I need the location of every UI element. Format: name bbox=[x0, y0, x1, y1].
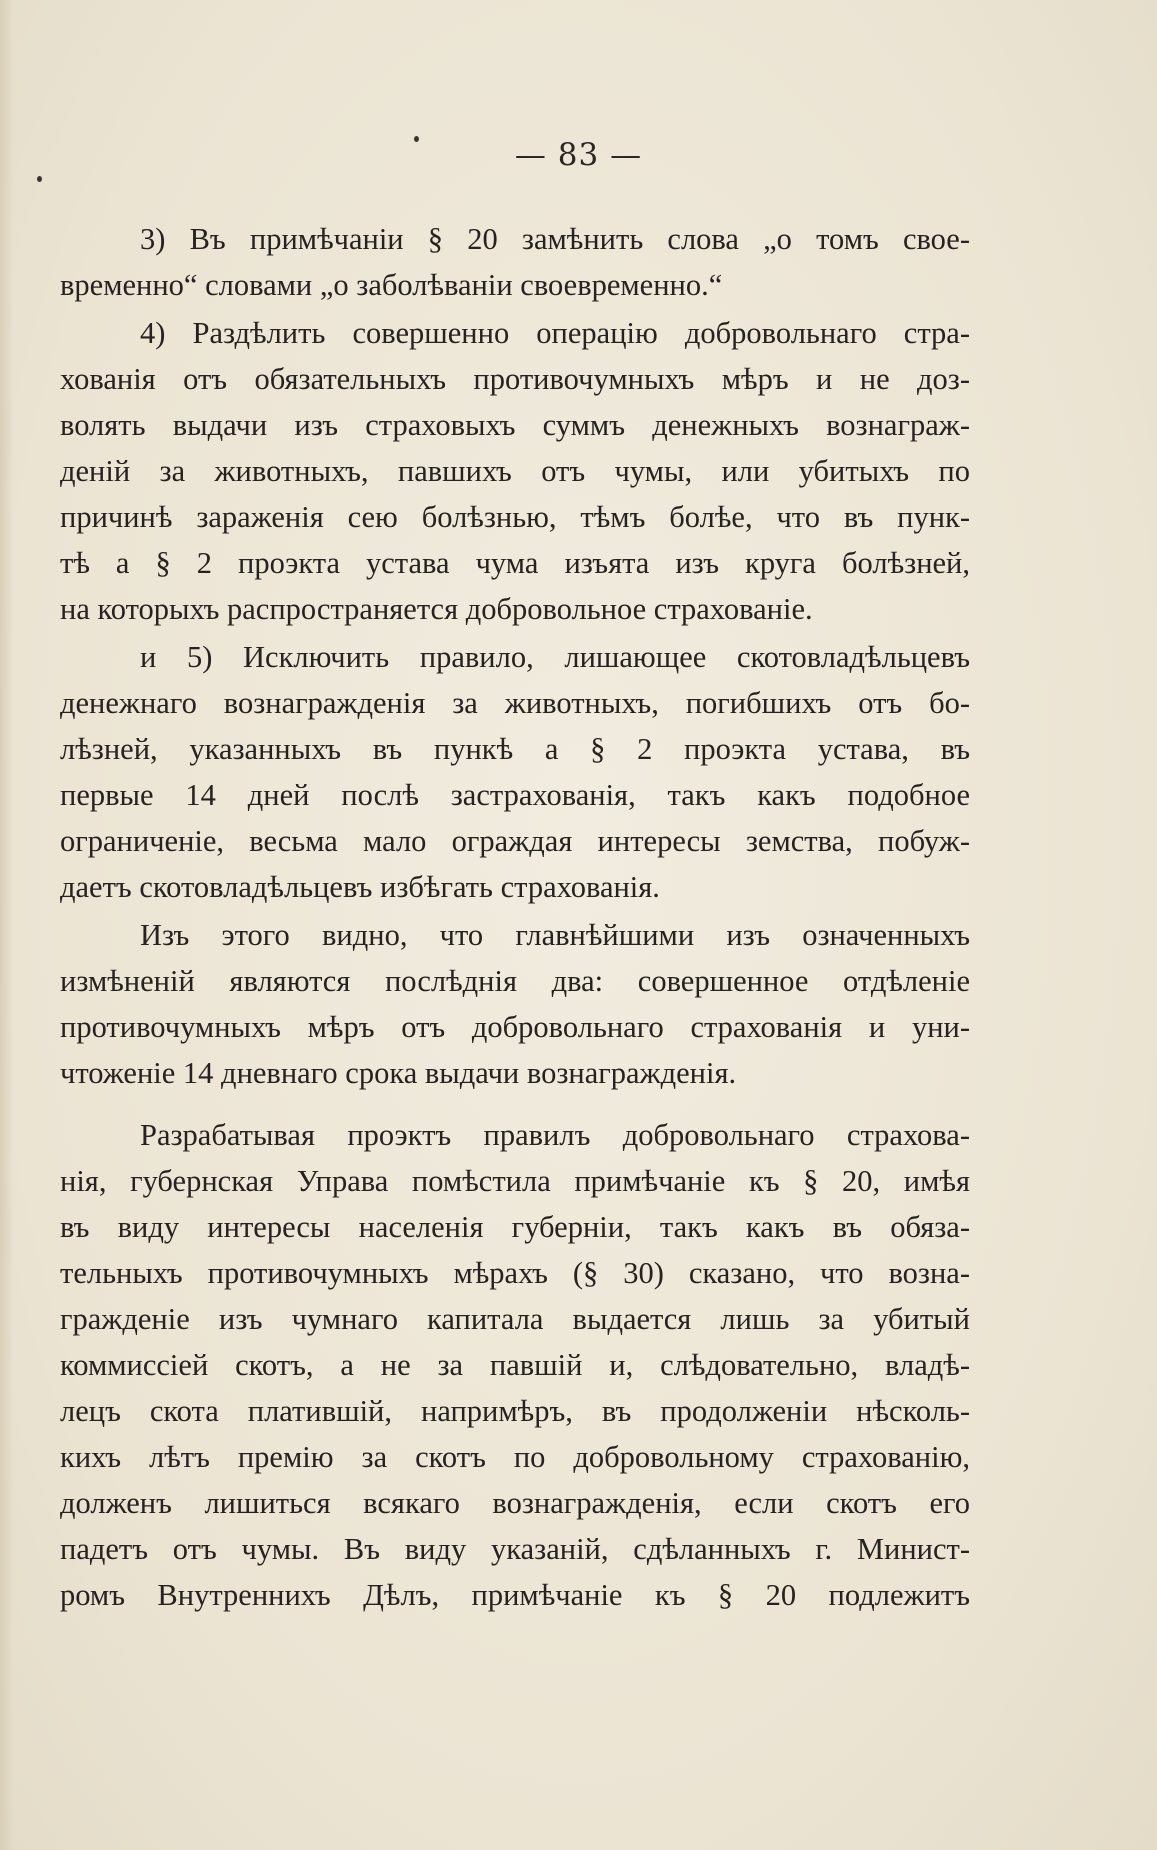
text-line: чтоженіе 14 дневнаго срока выдачи вознагражденія. bbox=[60, 1056, 737, 1090]
text-line: лецъ скота платившій, напримѣръ, въ продолженіи нѣсколь- bbox=[60, 1394, 970, 1428]
text-line: деній за животныхъ, павшихъ отъ чумы, или убитыхъ по bbox=[60, 454, 970, 488]
text-line: противочумныхъ мѣръ отъ добровольнаго страхованія и уни- bbox=[60, 1010, 970, 1044]
text-line: нія, губернская Управа помѣстила примѣчаніе къ § 20, имѣя bbox=[60, 1164, 970, 1198]
text-line: на которыхъ распространяется добровольное страхованіе. bbox=[60, 592, 813, 626]
text-line: Разрабатывая проэктъ правилъ добровольнаго страхова- bbox=[140, 1118, 970, 1152]
text-line: измѣненій являются послѣднія два: совершенное отдѣленіе bbox=[60, 964, 970, 998]
text-line: Изъ этого видно, что главнѣйшими изъ означенныхъ bbox=[140, 918, 970, 952]
body-text bbox=[60, 216, 970, 1618]
text-line: лѣзней, указанныхъ въ пункѣ а § 2 проэкта устава, въ bbox=[60, 732, 970, 766]
text-line: тельныхъ противочумныхъ мѣрахъ (§ 30) сказано, что возна- bbox=[60, 1256, 970, 1290]
text-line: денежнаго вознагражденія за животныхъ, погибшихъ отъ бо- bbox=[60, 686, 970, 720]
text-line: 3) Въ примѣчаніи § 20 замѣнить слова „о томъ свое- bbox=[140, 222, 970, 256]
text-line: временно“ словами „о заболѣваніи своевременно.“ bbox=[60, 268, 723, 302]
text-line: долженъ лишиться всякаго вознагражденія, если скотъ его bbox=[60, 1486, 970, 1520]
text-line: первые 14 дней послѣ застрахованія, такъ какъ подобное bbox=[60, 778, 970, 812]
text-line: падетъ отъ чумы. Въ виду указаній, сдѣланныхъ г. Минист- bbox=[60, 1532, 970, 1566]
page-edge-shadow bbox=[0, 0, 14, 1850]
text-line: въ виду интересы населенія губерніи, такъ какъ въ обяза- bbox=[60, 1210, 970, 1244]
page-number: — 83 — bbox=[514, 137, 643, 173]
ink-speck bbox=[37, 176, 42, 182]
text-line: коммиссіей скотъ, а не за павшій и, слѣдовательно, владѣ- bbox=[60, 1348, 970, 1382]
text-line: ромъ Внутреннихъ Дѣлъ, примѣчаніе къ § 20 подлежитъ bbox=[60, 1578, 970, 1612]
text-line: гражденіе изъ чумнаго капитала выдается лишь за убитый bbox=[60, 1302, 970, 1336]
text-line: 4) Раздѣлить совершенно операцію добровольнаго стра- bbox=[140, 316, 970, 350]
text-line: и 5) Исключить правило, лишающее скотовладѣльцевъ bbox=[140, 640, 970, 674]
text-line: волять выдачи изъ страховыхъ суммъ денежныхъ вознаграж- bbox=[60, 408, 970, 442]
text-line: даетъ скотовладѣльцевъ избѣгать страхованія. bbox=[60, 870, 660, 904]
text-line: причинѣ зараженія сею болѣзнью, тѣмъ болѣе, что въ пунк- bbox=[60, 500, 970, 534]
text-line: ограниченіе, весьма мало ограждая интересы земства, побуж- bbox=[60, 824, 970, 858]
text-line: хованія отъ обязательныхъ противочумныхъ мѣръ и не доз- bbox=[60, 362, 970, 396]
text-line: тѣ а § 2 проэкта устава чума изъята изъ круга болѣзней, bbox=[60, 546, 970, 580]
text-line: кихъ лѣтъ премію за скотъ по добровольному страхованію, bbox=[60, 1440, 970, 1474]
